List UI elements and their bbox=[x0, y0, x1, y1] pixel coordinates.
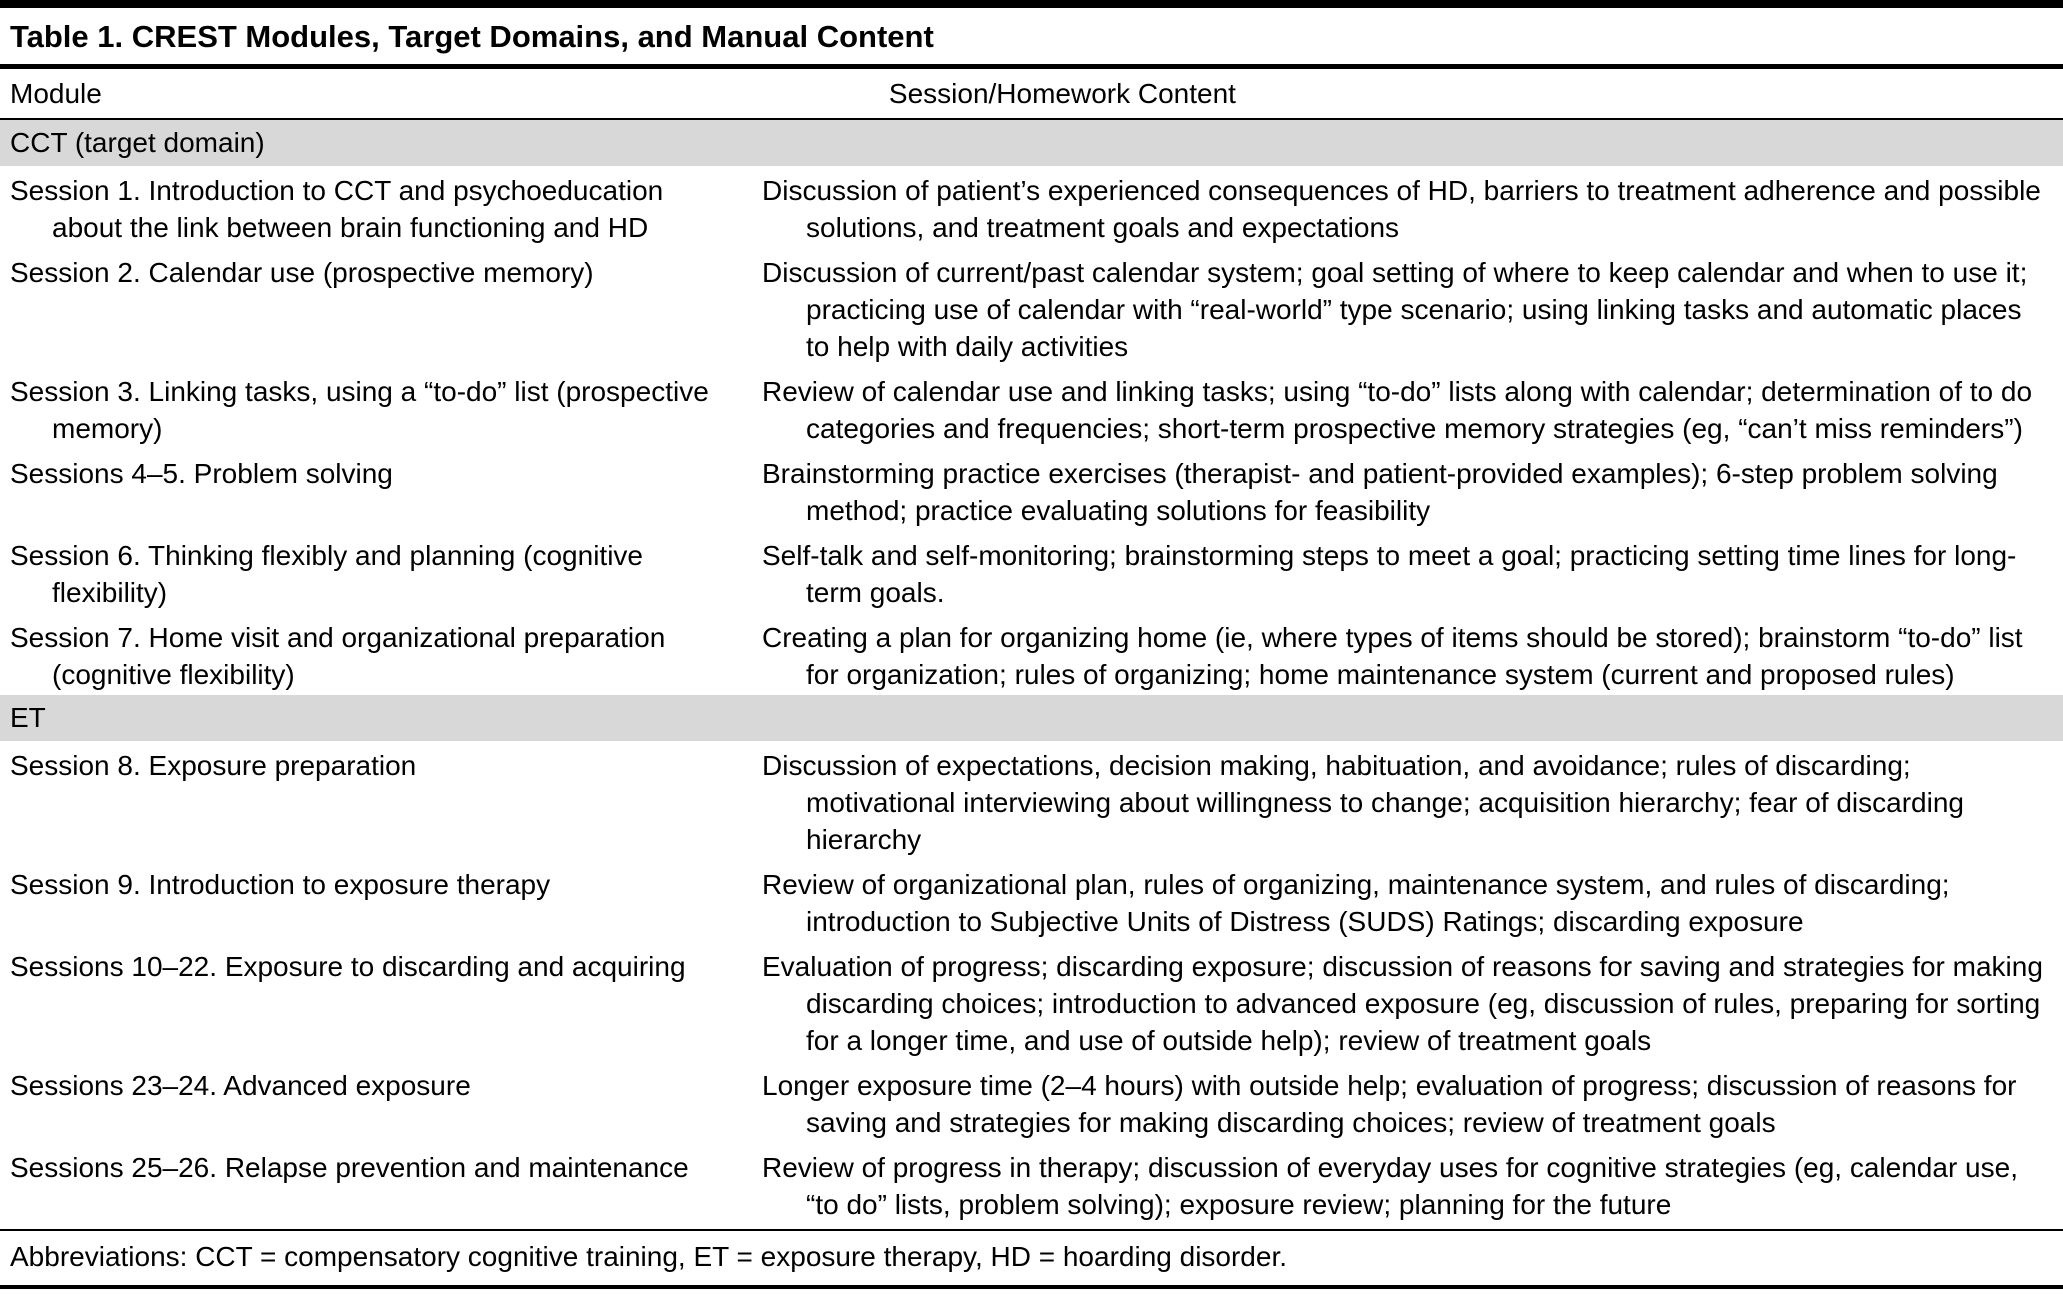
module-cell: Session 2. Calendar use (prospective memory) bbox=[10, 257, 594, 288]
content-cell: Creating a plan for organizing home (ie, where types of items should be stored); brainstorm “to-do” list for organization; rules of organizing; home maintenance system (current and proposed rules) bbox=[762, 622, 2023, 690]
section-header-et: ET bbox=[0, 695, 2063, 741]
content-cell: Review of progress in therapy; discussion of everyday uses for cognitive strategies (eg, calendar use, “to do” lists, problem solving); exposure review; planning for the future bbox=[762, 1152, 2018, 1220]
table-title: Table 1. CREST Modules, Target Domains, and Manual Content bbox=[0, 8, 2063, 69]
table-row bbox=[0, 860, 2063, 942]
table-row bbox=[0, 613, 2063, 695]
module-cell: Session 6. Thinking flexibly and planning (cognitive flexibility) bbox=[10, 540, 643, 608]
table-row bbox=[0, 1061, 2063, 1143]
module-cell: Sessions 4–5. Problem solving bbox=[10, 458, 393, 489]
table-row bbox=[0, 531, 2063, 613]
module-cell: Session 8. Exposure preparation bbox=[10, 750, 417, 781]
table-row bbox=[0, 741, 2063, 860]
table-row bbox=[0, 1143, 2063, 1225]
module-cell: Session 7. Home visit and organizational preparation (cognitive flexibility) bbox=[10, 622, 666, 690]
table-row bbox=[0, 166, 2063, 248]
module-cell: Sessions 23–24. Advanced exposure bbox=[10, 1070, 471, 1101]
content-cell: Self-talk and self-monitoring; brainstorming steps to meet a goal; practicing setting time lines for long-term goals. bbox=[762, 540, 2017, 608]
column-header-module: Module bbox=[10, 78, 102, 109]
module-cell: Session 9. Introduction to exposure therapy bbox=[10, 869, 551, 900]
section-header-cct: CCT (target domain) bbox=[0, 120, 2063, 166]
module-cell: Sessions 25–26. Relapse prevention and maintenance bbox=[10, 1152, 689, 1183]
table-row bbox=[0, 248, 2063, 367]
module-cell: Sessions 10–22. Exposure to discarding and acquiring bbox=[10, 951, 686, 982]
table-row bbox=[0, 942, 2063, 1061]
content-cell: Discussion of expectations, decision making, habituation, and avoidance; rules of discarding; motivational interviewing about willingness to change; acquisition hierarchy; fear of discarding hierarchy bbox=[762, 750, 1964, 855]
module-cell: Session 1. Introduction to CCT and psychoeducation about the link between brain functioning and HD bbox=[10, 175, 664, 243]
content-cell: Discussion of patient’s experienced consequences of HD, barriers to treatment adherence and possible solutions, and treatment goals and expectations bbox=[762, 175, 2041, 243]
content-cell: Evaluation of progress; discarding exposure; discussion of reasons for saving and strategies for making discarding choices; introduction to advanced exposure (eg, discussion of rules, preparing for sorting for a longer time, and use of outside help); review of treatment goals bbox=[762, 951, 2043, 1056]
abbreviations-footnote: Abbreviations: CCT = compensatory cognitive training, ET = exposure therapy, HD = hoarding disorder. bbox=[0, 1229, 2063, 1289]
content-cell: Brainstorming practice exercises (therapist- and patient-provided examples); 6-step problem solving method; practice evaluating solutions for feasibility bbox=[762, 458, 1998, 526]
content-cell: Longer exposure time (2–4 hours) with outside help; evaluation of progress; discussion of reasons for saving and strategies for making discarding choices; review of treatment goals bbox=[762, 1070, 2017, 1138]
module-cell: Session 3. Linking tasks, using a “to-do” list (prospective memory) bbox=[10, 376, 709, 444]
table-row bbox=[0, 449, 2063, 531]
column-header-row bbox=[0, 69, 2063, 120]
content-cell: Review of organizational plan, rules of organizing, maintenance system, and rules of discarding; introduction to Subjective Units of Distress (SUDS) Ratings; discarding exposure bbox=[762, 869, 1950, 937]
content-cell: Discussion of current/past calendar system; goal setting of where to keep calendar and when to use it; practicing use of calendar with “real-world” type scenario; using linking tasks and automatic places to help with daily activities bbox=[762, 257, 2028, 362]
table-row bbox=[0, 367, 2063, 449]
column-header-session-homework-content: Session/Homework Content bbox=[888, 78, 1236, 109]
content-cell: Review of calendar use and linking tasks; using “to-do” lists along with calendar; determination of to do categories and frequencies; short-term prospective memory strategies (eg, “can’t miss reminders”) bbox=[762, 376, 2033, 444]
